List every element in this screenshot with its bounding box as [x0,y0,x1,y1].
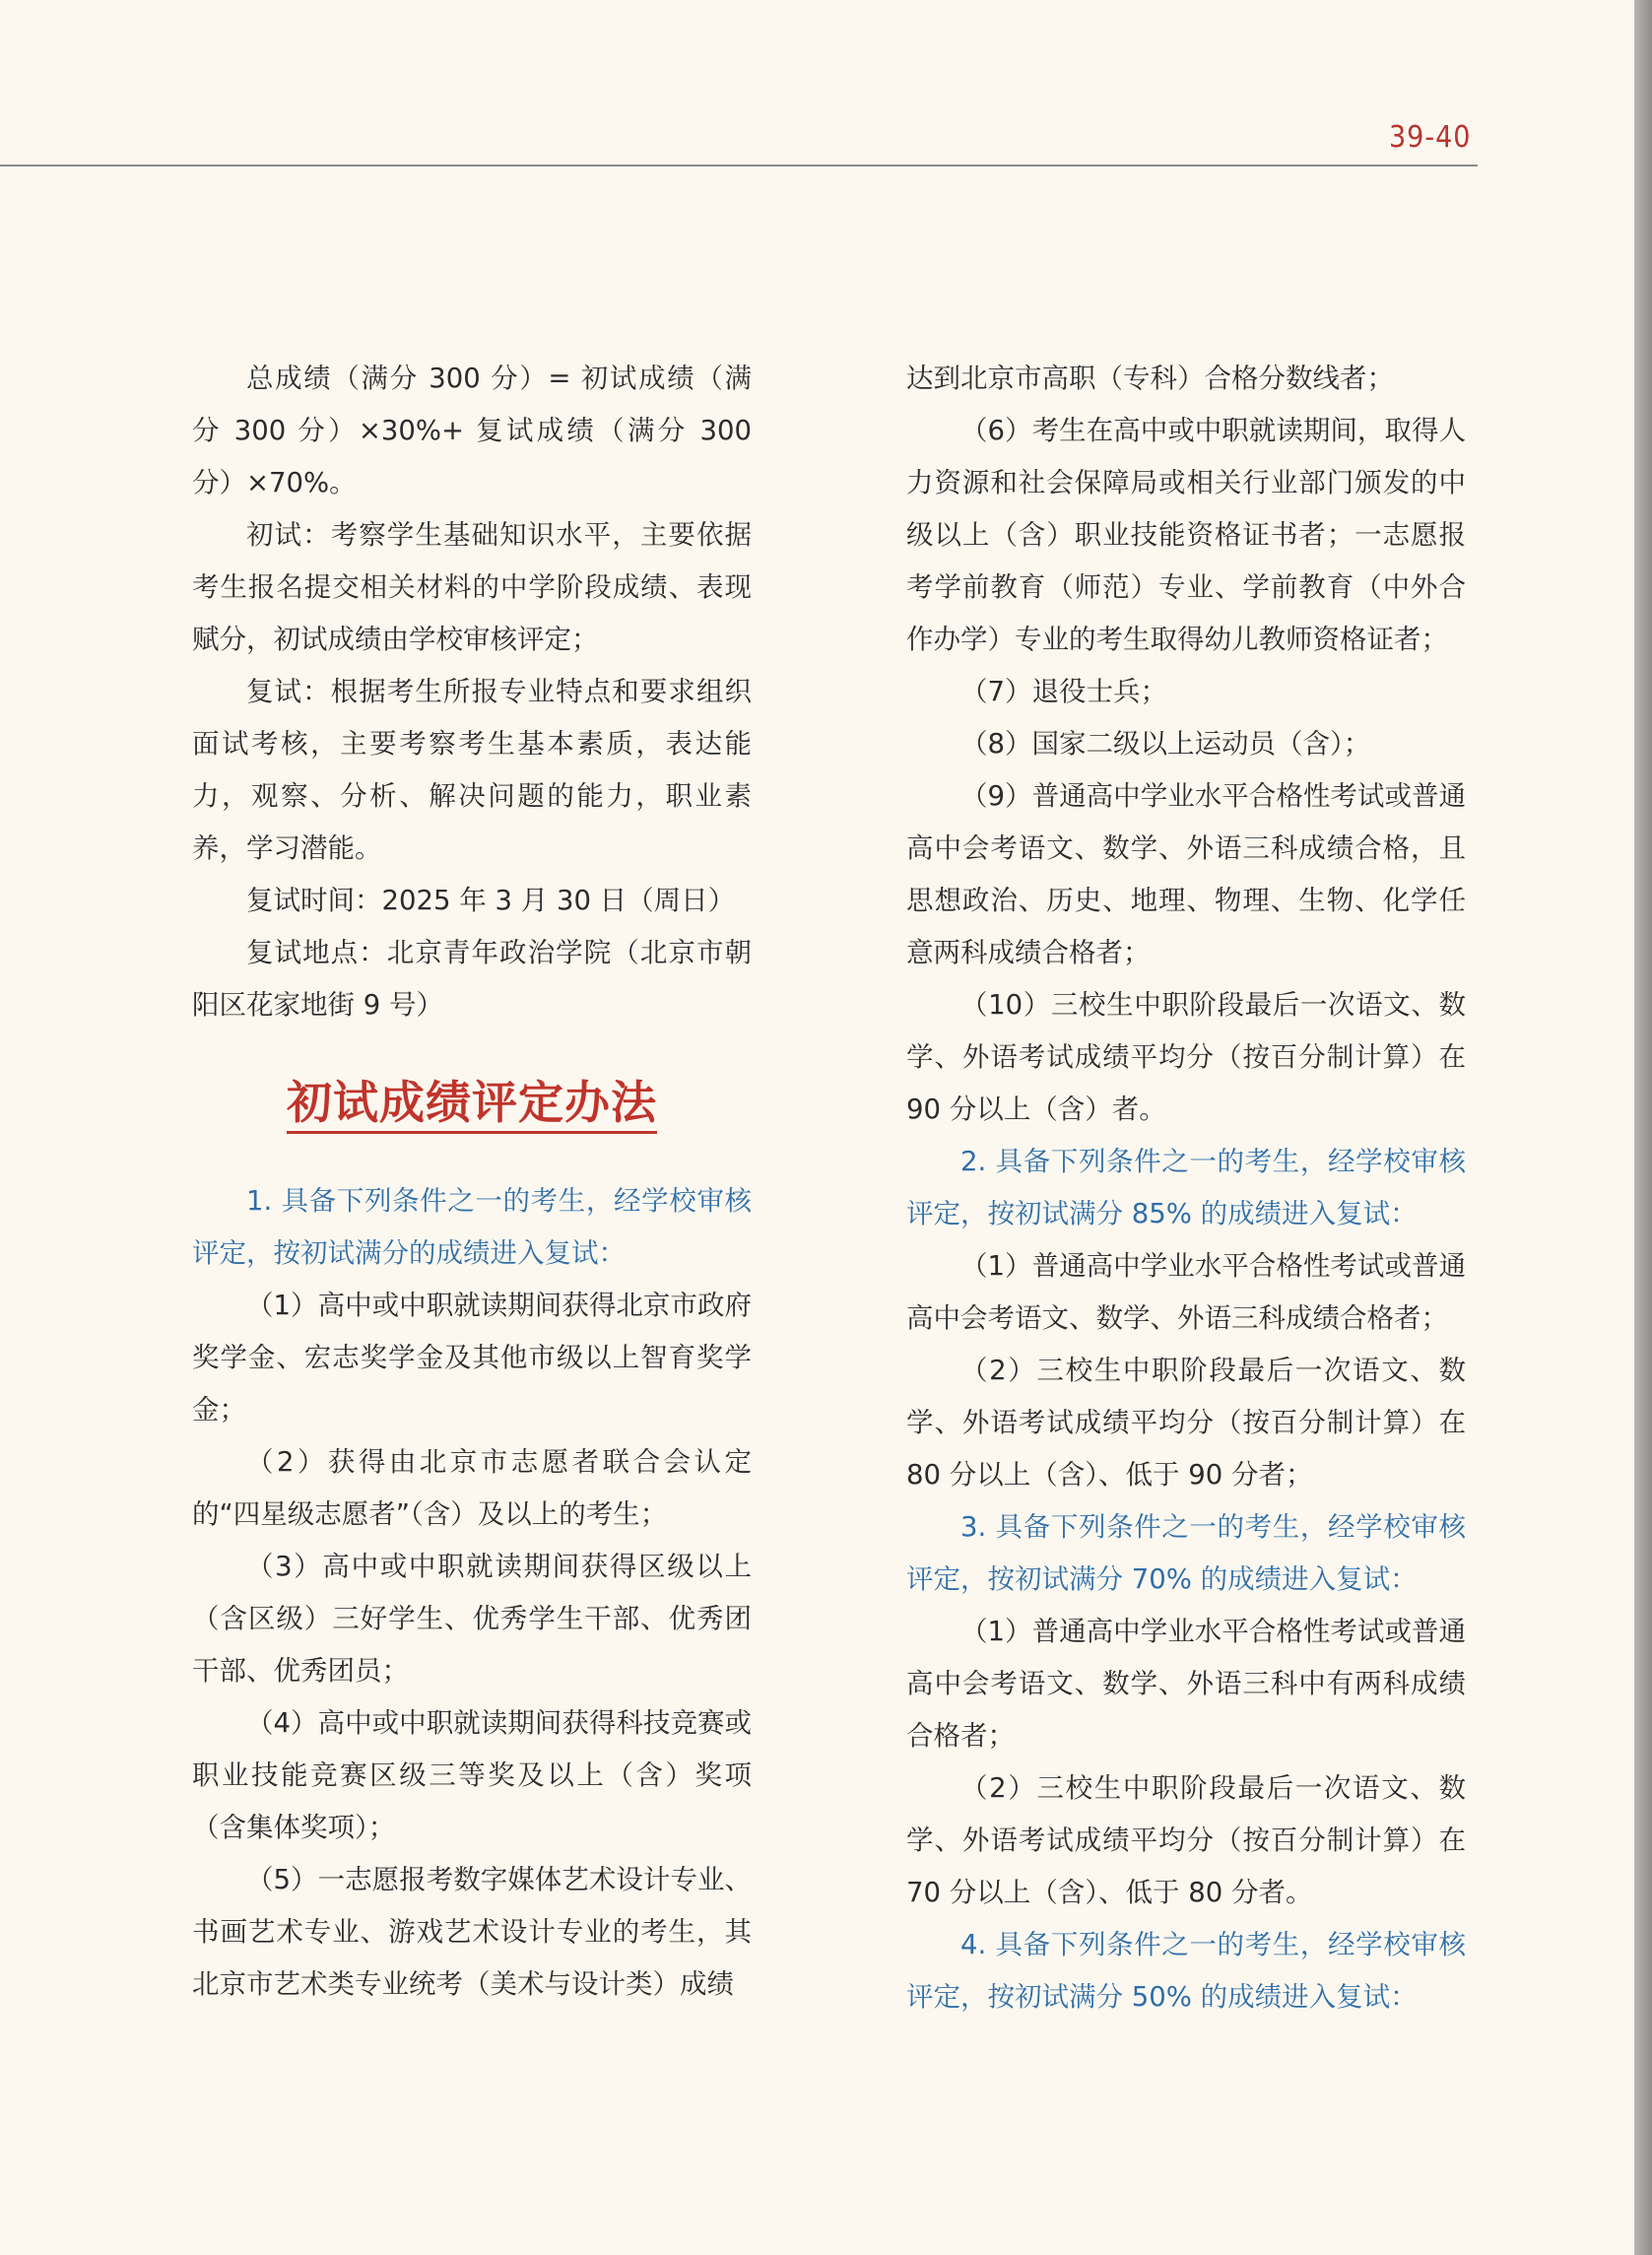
condition-heading-4: 4. 具备下列条件之一的考生，经学校审核评定，按初试满分 50% 的成绩进入复试： [906,1929,1466,2013]
list-item: （3）高中或中职就读期间获得区级以上（含区级）三好学生、优秀学生干部、优秀团干部、优秀团员； [192,1551,752,1687]
list-item: （7）退役士兵； [960,676,1167,707]
list-item: （6）考生在高中或中职就读期间，取得人力资源和社会保障局或相关行业部门颁发的中级以上（含）职业技能资格证书者；一志愿报考学前教育（师范）专业、学前教育（中外合作办学）专业的考生取得幼儿教师资格证者； [906,415,1466,655]
left-column [192,353,752,2011]
right-column [906,353,1466,2023]
list-item: （1）普通高中学业水平合格性考试或普通高中会考语文、数学、外语三科成绩合格者； [906,1250,1466,1334]
list-item-continuation: 达到北京市高职（专科）合格分数线者； [906,363,1394,394]
paragraph-total-score: 总成绩（满分 300 分）= 初试成绩（满分 300 分）×30%+ 复试成绩（满分 300 分）×70%。 [192,363,752,498]
page-number: 39-40 [1389,120,1472,155]
paragraph-retest: 复试：根据考生所报专业特点和要求组织面试考核，主要考察考生基本素质，表达能力，观察、分析、解决问题的能力，职业素养，学习潜能。 [192,676,752,864]
list-item: （2）三校生中职阶段最后一次语文、数学、外语考试成绩平均分（按百分制计算）在 70 分以上（含）、低于 80 分者。 [906,1772,1466,1908]
list-item: （5）一志愿报考数字媒体艺术设计专业、书画艺术专业、游戏艺术设计专业的考生，其北京市艺术类专业统考（美术与设计类）成绩 [192,1864,752,2000]
header-rule [0,165,1478,166]
paragraph-preliminary-test: 初试：考察学生基础知识水平，主要依据考生报名提交相关材料的中学阶段成绩、表现赋分，初试成绩由学校审核评定； [192,519,752,655]
list-item: （1）普通高中学业水平合格性考试或普通高中会考语文、数学、外语三科中有两科成绩合格者； [906,1616,1466,1752]
list-item: （10）三校生中职阶段最后一次语文、数学、外语考试成绩平均分（按百分制计算）在 90 分以上（含）者。 [906,989,1466,1125]
list-item: （1）高中或中职就读期间获得北京市政府奖学金、宏志奖学金及其他市级以上智育奖学金； [192,1290,752,1426]
section-title-text: 初试成绩评定办法 [287,1076,657,1134]
list-item: （9）普通高中学业水平合格性考试或普通高中会考语文、数学、外语三科成绩合格，且思想政治、历史、地理、物理、生物、化学任意两科成绩合格者； [906,780,1466,968]
list-item: （2）获得由北京市志愿者联合会认定的“四星级志愿者”（含）及以上的考生； [192,1446,752,1530]
condition-heading-1: 1. 具备下列条件之一的考生，经学校审核评定，按初试满分的成绩进入复试： [192,1185,752,1269]
section-title [192,1073,752,1132]
paragraph-retest-location: 复试地点：北京青年政治学院（北京市朝阳区花家地街 9 号） [192,937,752,1021]
book-spine-edge [1634,0,1652,2255]
list-item: （2）三校生中职阶段最后一次语文、数学、外语考试成绩平均分（按百分制计算）在 80 分以上（含）、低于 90 分者； [906,1355,1466,1491]
condition-heading-2: 2. 具备下列条件之一的考生，经学校审核评定，按初试满分 85% 的成绩进入复试： [906,1146,1466,1229]
list-item: （4）高中或中职就读期间获得科技竞赛或职业技能竞赛区级三等奖及以上（含）奖项（含集体奖项）； [192,1707,752,1843]
list-item: （8）国家二级以上运动员（含）； [960,728,1371,760]
paragraph-retest-time: 复试时间：2025 年 3 月 30 日（周日） [246,885,736,916]
condition-heading-3: 3. 具备下列条件之一的考生，经学校审核评定，按初试满分 70% 的成绩进入复试： [906,1511,1466,1595]
